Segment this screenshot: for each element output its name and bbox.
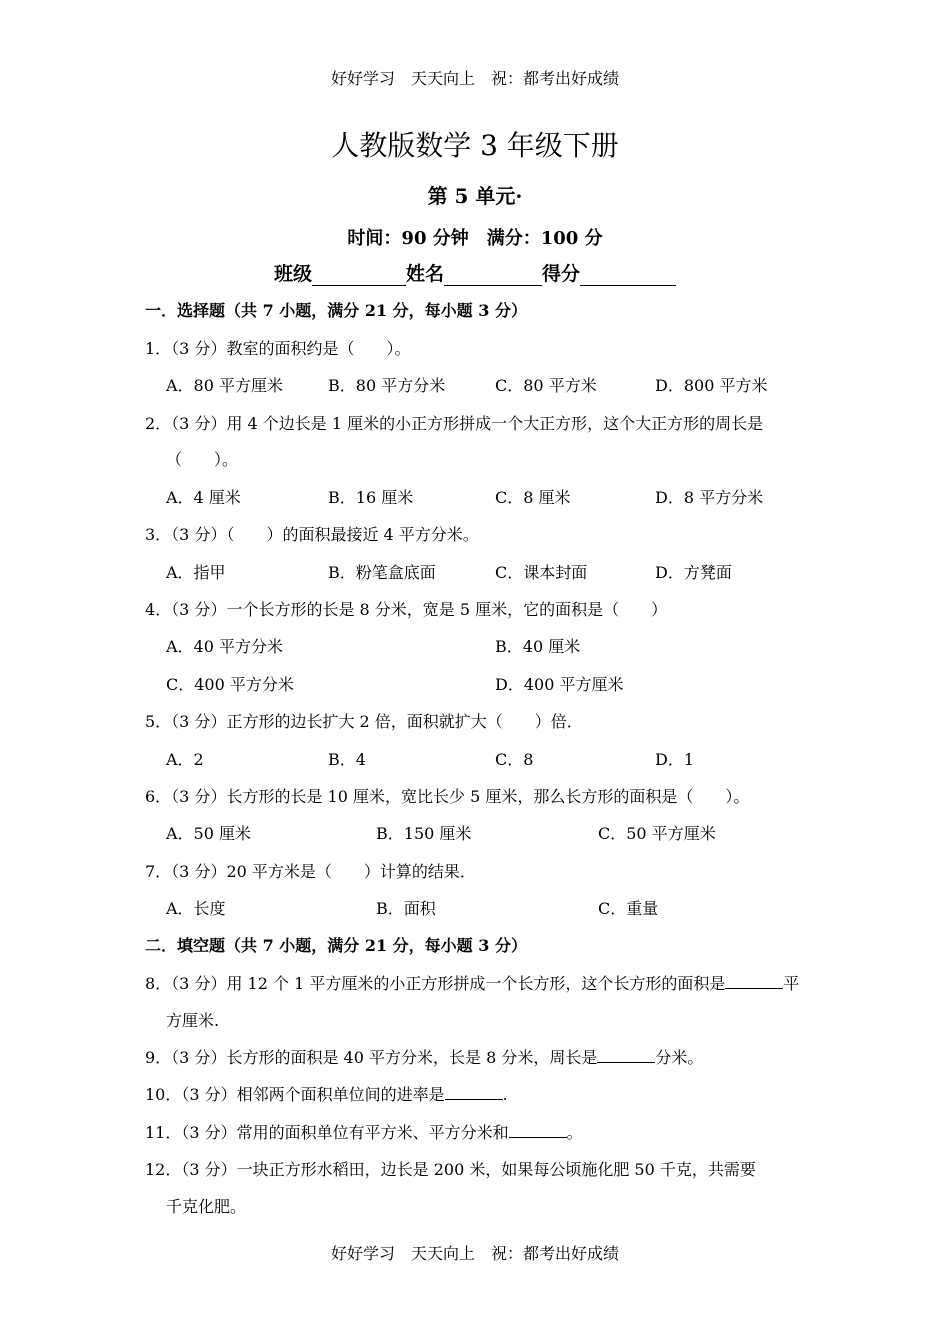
question-8-continuation: 方厘米. [166, 1011, 220, 1030]
question-3: 3．（3 分）（ ）的面积最接近 4 平方分米。 [145, 525, 479, 544]
q6-option-c: C．50 平方厘米 [598, 824, 716, 843]
question-7: 7．（3 分）20 平方米是（ ）计算的结果． [145, 862, 476, 881]
q3-option-b: B．粉笔盒底面 [328, 563, 436, 582]
q3-option-d: D．方凳面 [655, 563, 732, 582]
q5-option-c: C．8 [495, 750, 534, 769]
question-11-blank[interactable] [509, 1121, 567, 1138]
document-title: 人教版数学 3 年级下册 [331, 129, 619, 162]
question-8 [145, 971, 799, 994]
q7-option-c: C．重量 [598, 899, 659, 918]
question-2: 2．（3 分）用 4 个边长是 1 厘米的小正方形拼成一个大正方形，这个大正方形的周长是 [145, 414, 764, 433]
question-10 [145, 1082, 508, 1105]
question-8-unit: 平 [783, 974, 800, 993]
question-11-end: 。 [566, 1123, 583, 1142]
name-blank [444, 263, 542, 286]
question-1: 1．（3 分）教室的面积约是（ ）。 [145, 339, 411, 358]
page-footer: 好好学习 天天向上 祝：都考出好成绩 [330, 1244, 619, 1263]
q3-option-c: C．课本封面 [495, 563, 588, 582]
question-12: 12．（3 分）一块正方形水稻田，边长是 200 米，如果每公顷施化肥 50 千克，共需要 [145, 1160, 756, 1179]
name-label: 姓名 [405, 263, 444, 285]
q3-option-a: A．指甲 [166, 563, 226, 582]
q7-option-b: B．面积 [376, 899, 436, 918]
class-blank [312, 263, 406, 286]
q6-option-b: B．150 厘米 [376, 824, 472, 843]
question-2-continuation: （ ）。 [166, 450, 239, 469]
question-9-unit: 分米。 [655, 1048, 704, 1067]
question-8-blank[interactable] [725, 972, 783, 989]
question-10-text: 10．（3 分）相邻两个面积单位间的进率是 [145, 1085, 445, 1104]
q4-option-a: A．40 平方分米 [166, 637, 284, 656]
page-header: 好好学习 天天向上 祝：都考出好成绩 [330, 69, 619, 88]
question-6: 6．（3 分）长方形的长是 10 厘米，宽比长少 5 厘米，那么长方形的面积是（ ）。 [145, 787, 750, 806]
q1-option-d: D．800 平方米 [655, 376, 768, 395]
question-9-text: 9．（3 分）长方形的面积是 40 平方分米，长是 8 分米，周长是 [145, 1048, 598, 1067]
section-heading-choice: 一．选择题（共 7 小题，满分 21 分，每小题 3 分） [145, 301, 527, 320]
q1-option-c: C．80 平方米 [495, 376, 597, 395]
question-10-blank[interactable] [445, 1083, 503, 1100]
question-11 [145, 1120, 583, 1143]
question-11-text: 11．（3 分）常用的面积单位有平方米、平方分米和 [145, 1123, 509, 1142]
q5-option-b: B．4 [328, 750, 366, 769]
question-12-continuation: 千克化肥。 [166, 1197, 247, 1216]
q2-option-d: D．8 平方分米 [655, 488, 764, 507]
q4-option-d: D．400 平方厘米 [495, 675, 624, 694]
question-4: 4．（3 分）一个长方形的长是 8 分米，宽是 5 厘米，它的面积是（ ） [145, 600, 668, 619]
document-subtitle: 第 5 单元· [427, 184, 523, 208]
q7-option-a: A．长度 [166, 899, 226, 918]
q2-option-a: A．4 厘米 [166, 488, 241, 507]
q6-option-a: A．50 厘米 [166, 824, 252, 843]
q4-option-c: C．400 平方分米 [166, 675, 294, 694]
question-9-blank[interactable] [597, 1046, 655, 1063]
q2-option-b: B．16 厘米 [328, 488, 414, 507]
q2-option-c: C．8 厘米 [495, 488, 571, 507]
q4-option-b: B．40 厘米 [495, 637, 581, 656]
score-blank [580, 263, 676, 286]
q5-option-d: D．1 [655, 750, 695, 769]
student-fields [0, 259, 950, 286]
time-info: 时间：90 分钟 满分：100 分 [347, 228, 603, 249]
section-heading-fill: 二．填空题（共 7 小题，满分 21 分，每小题 3 分） [145, 936, 527, 955]
q1-option-a: A．80 平方厘米 [166, 376, 284, 395]
score-label: 得分 [542, 263, 581, 285]
class-label: 班级 [273, 263, 312, 285]
question-8-text: 8．（3 分）用 12 个 1 平方厘米的小正方形拼成一个长方形，这个长方形的面积是 [145, 974, 726, 993]
question-9 [145, 1045, 703, 1068]
question-5: 5．（3 分）正方形的边长扩大 2 倍，面积就扩大（ ）倍． [145, 712, 583, 731]
q1-option-b: B．80 平方分米 [328, 376, 446, 395]
question-10-end: . [502, 1085, 508, 1104]
q5-option-a: A．2 [166, 750, 204, 769]
